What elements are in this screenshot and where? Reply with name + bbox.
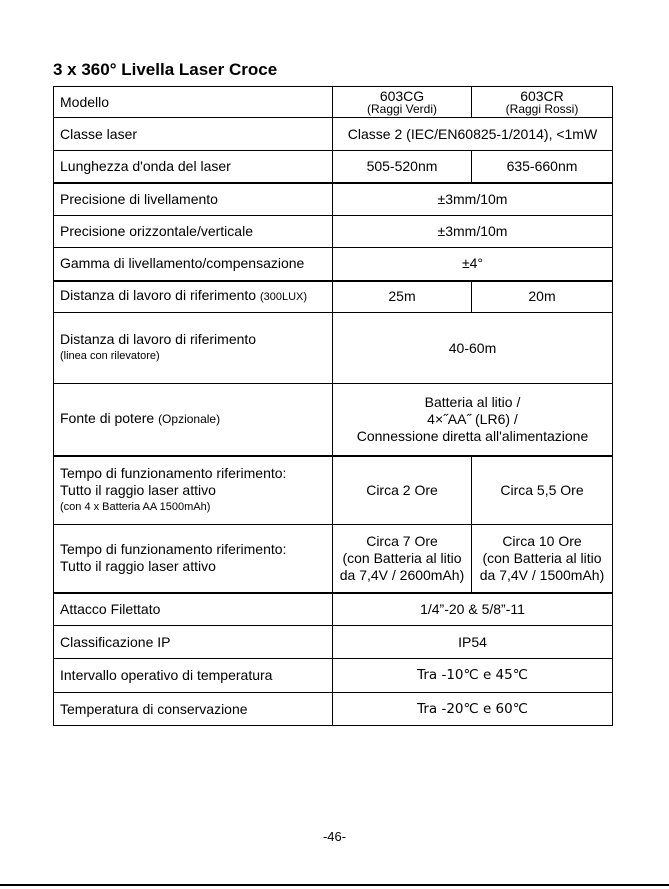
table-row [54,151,613,183]
model-b-subtitle: (Raggi Rossi) [505,101,579,116]
row-label-line-2: Tutto il raggio laser attivo [60,481,216,498]
row-value: ±3mm/10m [333,216,613,248]
row-label: Intervallo operativo di temperatura [54,659,333,693]
table-row [54,659,613,693]
row-value: 1/4”-20 & 5/8”-11 [333,593,613,626]
row-value: Tra -20℃ e 60℃ [333,693,613,726]
row-label-note: (con 4 x Batteria AA 1500mAh) [60,500,211,513]
row-value-a: Circa 2 Ore [333,456,472,525]
row-label [54,281,333,313]
table-row [54,87,613,118]
value-line-3: da 7,4V / 2600mAh) [339,566,465,583]
model-b-name: 603CR [520,87,564,104]
model-a-header [333,87,472,118]
row-label-line-2: Tutto il raggio laser attivo [60,558,216,575]
row-label-main: Distanza di lavoro di riferimento [60,287,257,304]
row-value-b: 635-660nm [472,151,613,183]
row-value-a: 25m [333,281,472,313]
model-a-name: 603CG [379,87,425,104]
row-value: ±4° [333,248,613,281]
row-label-line-1: Tempo di funzionamento riferimento: [60,541,287,558]
row-label: Attacco Filettato [54,593,333,626]
power-line-3: Connessione diretta all'alimentazione [356,427,589,444]
row-label-note: (Opzionale) [158,412,221,427]
row-value-b: Circa 5,5 Ore [472,456,613,525]
row-value-a [333,525,472,593]
row-label-line-1: Tempo di funzionamento riferimento: [60,464,287,481]
row-label: Classe laser [54,118,333,151]
value-line-1: Circa 10 Ore [502,532,582,549]
table-row [54,281,613,313]
row-value-a: 505-520nm [333,151,472,183]
row-value-b [472,525,613,593]
model-b-header [472,87,613,118]
row-label: Modello [54,87,333,118]
page-number: -46- [322,829,347,844]
model-a-subtitle: (Raggi Verdi) [366,101,438,116]
power-line-2: 4×˝AA˝ (LR6) / [427,410,518,427]
table-row [54,456,613,525]
value-line-2: (con Batteria al litio [342,549,462,566]
row-value-b: 20m [472,281,613,313]
row-value: Tra -10℃ e 45℃ [333,659,613,693]
value-line-1: Circa 7 Ore [366,532,438,549]
row-label-main: Fonte di potere [60,410,155,427]
table-row [54,183,613,216]
table-row [54,216,613,248]
row-value: Classe 2 (IEC/EN60825-1/2014), <1mW [333,118,613,151]
row-value [333,384,613,456]
table-row [54,525,613,593]
row-label: Temperatura di conservazione [54,693,333,726]
row-label: Precisione di livellamento [54,183,333,216]
row-value: ±3mm/10m [333,183,613,216]
row-label: Precisione orizzontale/verticale [54,216,333,248]
row-label: Gamma di livellamento/compensazione [54,248,333,281]
row-label [54,313,333,384]
value-line-3: da 7,4V / 1500mAh) [479,566,605,583]
bottom-divider [0,884,669,886]
power-line-1: Batteria al litio / [424,393,521,410]
row-label [54,456,333,525]
row-label [54,384,333,456]
page-title: 3 x 360° Livella Laser Croce [53,60,278,79]
row-label-main: Distanza di lavoro di riferimento [60,331,257,347]
table-row [54,384,613,456]
table-row [54,626,613,659]
row-value: 40-60m [333,313,613,384]
table-row [54,248,613,281]
row-label: Lunghezza d'onda del laser [54,151,333,183]
row-label-note: (300LUX) [259,291,308,304]
table-row [54,693,613,726]
table-row [54,313,613,384]
row-label [54,525,333,593]
value-line-2: (con Batteria al litio [482,549,602,566]
row-value: IP54 [333,626,613,659]
spec-table [53,86,613,726]
row-label-note: (linea con rilevatore) [60,350,160,362]
table-row [54,118,613,151]
row-label: Classificazione IP [54,626,333,659]
table-row [54,593,613,626]
